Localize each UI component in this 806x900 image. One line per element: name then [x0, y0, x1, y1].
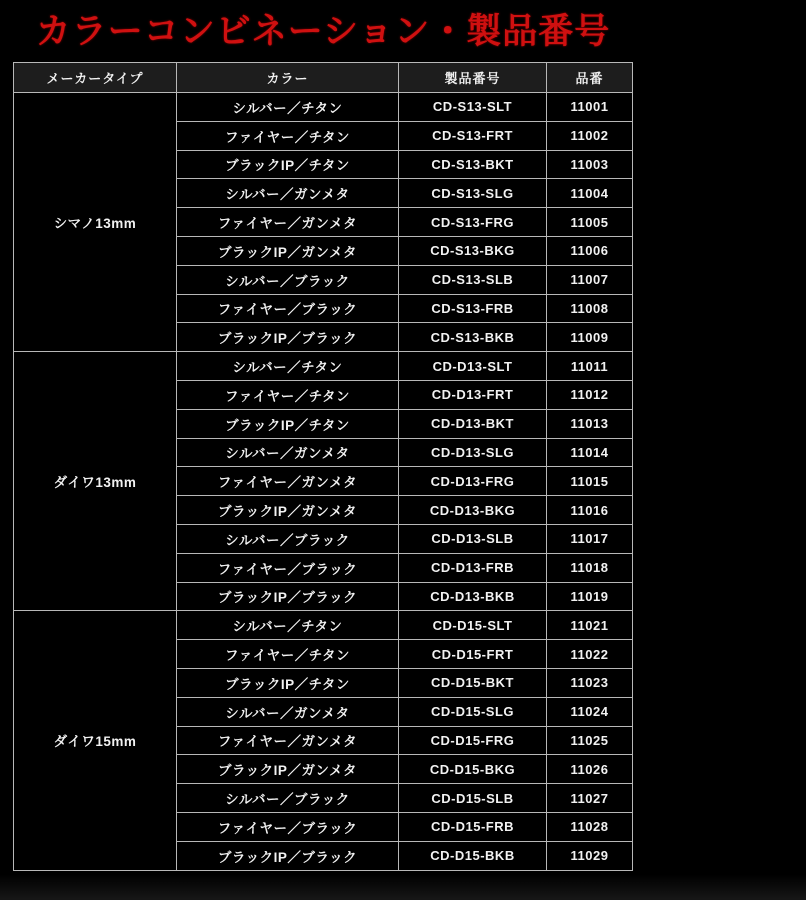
product-cell: CD-D15-FRB — [399, 812, 547, 841]
color-cell: シルバー／チタン — [177, 352, 399, 381]
color-cell: シルバー／ブラック — [177, 524, 399, 553]
table-row — [14, 611, 633, 640]
code-cell: 11012 — [547, 380, 633, 409]
code-cell: 11008 — [547, 294, 633, 323]
code-cell: 11025 — [547, 726, 633, 755]
color-cell: ファイヤー／ブラック — [177, 294, 399, 323]
code-cell: 11007 — [547, 265, 633, 294]
code-cell: 11002 — [547, 121, 633, 150]
maker-type-cell: ダイワ15mm — [14, 611, 177, 870]
code-cell: 11006 — [547, 236, 633, 265]
header-color: カラー — [177, 63, 399, 93]
code-cell: 11024 — [547, 697, 633, 726]
product-cell: CD-D15-SLG — [399, 697, 547, 726]
product-cell: CD-D13-SLT — [399, 352, 547, 381]
code-cell: 11014 — [547, 438, 633, 467]
product-cell: CD-D15-SLB — [399, 784, 547, 813]
color-cell: シルバー／ガンメタ — [177, 179, 399, 208]
product-cell: CD-D15-BKB — [399, 841, 547, 870]
color-cell: シルバー／ガンメタ — [177, 697, 399, 726]
color-cell: ブラックIP／チタン — [177, 150, 399, 179]
color-cell: シルバー／ブラック — [177, 265, 399, 294]
maker-type-cell: ダイワ13mm — [14, 352, 177, 611]
page-title: カラーコンビネーション・製品番号 — [35, 12, 611, 51]
table-header — [14, 63, 633, 93]
product-cell: CD-D13-BKB — [399, 582, 547, 611]
code-cell: 11026 — [547, 755, 633, 784]
product-cell: CD-S13-BKG — [399, 236, 547, 265]
product-cell: CD-D15-BKT — [399, 668, 547, 697]
code-cell: 11001 — [547, 93, 633, 122]
code-cell: 11016 — [547, 496, 633, 525]
product-cell: CD-S13-FRT — [399, 121, 547, 150]
code-cell: 11022 — [547, 640, 633, 669]
header-maker-type: メーカータイプ — [14, 63, 177, 93]
color-cell: ブラックIP／ガンメタ — [177, 236, 399, 265]
product-cell: CD-S13-BKT — [399, 150, 547, 179]
color-cell: ファイヤー／チタン — [177, 121, 399, 150]
color-cell: ブラックIP／ガンメタ — [177, 496, 399, 525]
product-cell: CD-D13-FRT — [399, 380, 547, 409]
bottom-fade-gradient — [0, 874, 806, 900]
color-cell: シルバー／チタン — [177, 611, 399, 640]
code-cell: 11018 — [547, 553, 633, 582]
color-cell: ブラックIP／チタン — [177, 668, 399, 697]
product-cell: CD-D13-SLB — [399, 524, 547, 553]
product-cell: CD-D13-BKG — [399, 496, 547, 525]
table-row — [14, 93, 633, 122]
maker-type-cell: シマノ13mm — [14, 93, 177, 352]
product-cell: CD-D15-FRT — [399, 640, 547, 669]
color-cell: ブラックIP／ブラック — [177, 323, 399, 352]
code-cell: 11028 — [547, 812, 633, 841]
product-cell: CD-D13-FRG — [399, 467, 547, 496]
header-row — [14, 63, 633, 93]
code-cell: 11019 — [547, 582, 633, 611]
table-row — [14, 352, 633, 381]
product-cell: CD-D15-SLT — [399, 611, 547, 640]
product-cell: CD-S13-SLG — [399, 179, 547, 208]
color-cell: ファイヤー／ブラック — [177, 812, 399, 841]
color-cell: ファイヤー／チタン — [177, 380, 399, 409]
code-cell: 11005 — [547, 208, 633, 237]
color-cell: ブラックIP／ガンメタ — [177, 755, 399, 784]
color-cell: ファイヤー／ガンメタ — [177, 208, 399, 237]
color-cell: シルバー／チタン — [177, 93, 399, 122]
color-cell: ファイヤー／ガンメタ — [177, 467, 399, 496]
table-body — [14, 93, 633, 871]
product-cell: CD-S13-SLT — [399, 93, 547, 122]
product-cell: CD-D15-BKG — [399, 755, 547, 784]
code-cell: 11029 — [547, 841, 633, 870]
product-cell: CD-S13-SLB — [399, 265, 547, 294]
code-cell: 11021 — [547, 611, 633, 640]
code-cell: 11011 — [547, 352, 633, 381]
code-cell: 11004 — [547, 179, 633, 208]
product-cell: CD-S13-BKB — [399, 323, 547, 352]
code-cell: 11023 — [547, 668, 633, 697]
color-cell: ファイヤー／ブラック — [177, 553, 399, 582]
code-cell: 11027 — [547, 784, 633, 813]
code-cell: 11015 — [547, 467, 633, 496]
header-product-number: 製品番号 — [399, 63, 547, 93]
color-cell: シルバー／ガンメタ — [177, 438, 399, 467]
product-number-table — [13, 62, 633, 871]
product-cell: CD-S13-FRB — [399, 294, 547, 323]
product-cell: CD-S13-FRG — [399, 208, 547, 237]
color-cell: ブラックIP／ブラック — [177, 582, 399, 611]
product-cell: CD-D13-BKT — [399, 409, 547, 438]
color-cell: ブラックIP／チタン — [177, 409, 399, 438]
code-cell: 11009 — [547, 323, 633, 352]
code-cell: 11013 — [547, 409, 633, 438]
code-cell: 11003 — [547, 150, 633, 179]
color-cell: ファイヤー／ガンメタ — [177, 726, 399, 755]
code-cell: 11017 — [547, 524, 633, 553]
product-cell: CD-D15-FRG — [399, 726, 547, 755]
color-cell: シルバー／ブラック — [177, 784, 399, 813]
product-cell: CD-D13-FRB — [399, 553, 547, 582]
color-cell: ブラックIP／ブラック — [177, 841, 399, 870]
color-cell: ファイヤー／チタン — [177, 640, 399, 669]
product-cell: CD-D13-SLG — [399, 438, 547, 467]
header-part-number: 品番 — [547, 63, 633, 93]
